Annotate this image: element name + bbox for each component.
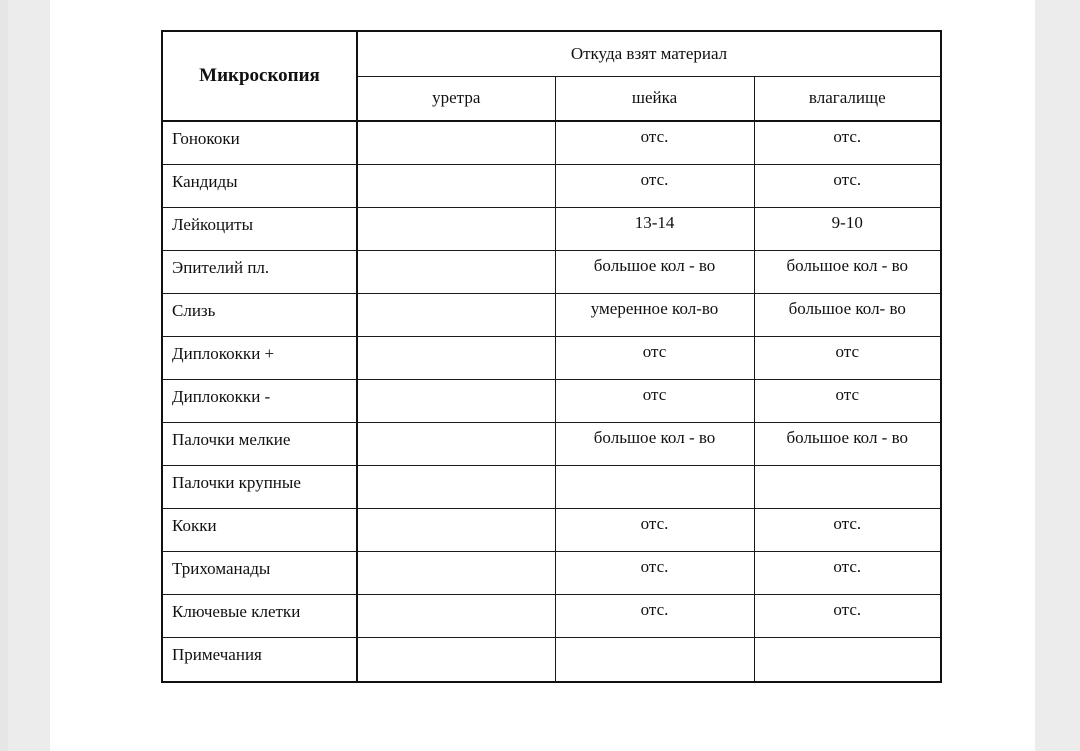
table-row	[162, 336, 941, 379]
column-header-cervix: шейка	[555, 76, 754, 121]
column-header-urethra: уретра	[357, 76, 555, 121]
cell-urethra	[357, 508, 555, 551]
row-label: Диплококки -	[162, 379, 357, 422]
cell-urethra	[357, 336, 555, 379]
cell-urethra	[357, 551, 555, 594]
cell-cervix: отс.	[555, 508, 754, 551]
cell-cervix: отс.	[555, 551, 754, 594]
viewer-edge	[0, 0, 8, 751]
cell-cervix: отс	[555, 336, 754, 379]
row-label: Диплококки +	[162, 336, 357, 379]
table-row	[162, 422, 941, 465]
cell-urethra	[357, 293, 555, 336]
cell-vagina	[754, 637, 941, 682]
row-label: Ключевые клетки	[162, 594, 357, 637]
cell-urethra	[357, 121, 555, 164]
cell-vagina: отс.	[754, 121, 941, 164]
table-row	[162, 293, 941, 336]
table-row	[162, 379, 941, 422]
cell-cervix: отс.	[555, 594, 754, 637]
cell-vagina: отс	[754, 379, 941, 422]
table-row	[162, 465, 941, 508]
cell-vagina: отс.	[754, 551, 941, 594]
cell-urethra	[357, 594, 555, 637]
table-row	[162, 121, 941, 164]
table-title: Микроскопия	[162, 31, 357, 121]
cell-vagina: большое кол- во	[754, 293, 941, 336]
cell-vagina: отс	[754, 336, 941, 379]
group-header: Откуда взят материал	[357, 31, 941, 76]
column-header-vagina: влагалище	[754, 76, 941, 121]
cell-urethra	[357, 250, 555, 293]
cell-cervix	[555, 465, 754, 508]
table-row	[162, 164, 941, 207]
cell-cervix: отс	[555, 379, 754, 422]
row-label: Палочки мелкие	[162, 422, 357, 465]
table-row	[162, 637, 941, 682]
table-row	[162, 250, 941, 293]
cell-urethra	[357, 465, 555, 508]
row-label: Кандиды	[162, 164, 357, 207]
row-label: Примечания	[162, 637, 357, 682]
cell-cervix: отс.	[555, 121, 754, 164]
cell-urethra	[357, 637, 555, 682]
cell-urethra	[357, 379, 555, 422]
table-row	[162, 551, 941, 594]
cell-cervix: отс.	[555, 164, 754, 207]
table-row	[162, 207, 941, 250]
document-page[interactable]	[50, 0, 1035, 751]
table-row	[162, 594, 941, 637]
cell-vagina: большое кол - во	[754, 250, 941, 293]
cell-urethra	[357, 422, 555, 465]
cell-cervix	[555, 637, 754, 682]
row-label: Слизь	[162, 293, 357, 336]
row-label: Эпителий пл.	[162, 250, 357, 293]
row-label: Трихоманады	[162, 551, 357, 594]
microscopy-table	[161, 30, 942, 683]
cell-urethra	[357, 164, 555, 207]
cell-vagina	[754, 465, 941, 508]
row-label: Лейкоциты	[162, 207, 357, 250]
cell-cervix: большое кол - во	[555, 422, 754, 465]
cell-cervix: 13-14	[555, 207, 754, 250]
cell-cervix: большое кол - во	[555, 250, 754, 293]
cell-vagina: отс.	[754, 164, 941, 207]
row-label: Гонококи	[162, 121, 357, 164]
cell-vagina: 9-10	[754, 207, 941, 250]
cell-urethra	[357, 207, 555, 250]
table-row	[162, 508, 941, 551]
cell-vagina: большое кол - во	[754, 422, 941, 465]
row-label: Кокки	[162, 508, 357, 551]
cell-cervix: умеренное кол-во	[555, 293, 754, 336]
cell-vagina: отс.	[754, 594, 941, 637]
cell-vagina: отс.	[754, 508, 941, 551]
row-label: Палочки крупные	[162, 465, 357, 508]
